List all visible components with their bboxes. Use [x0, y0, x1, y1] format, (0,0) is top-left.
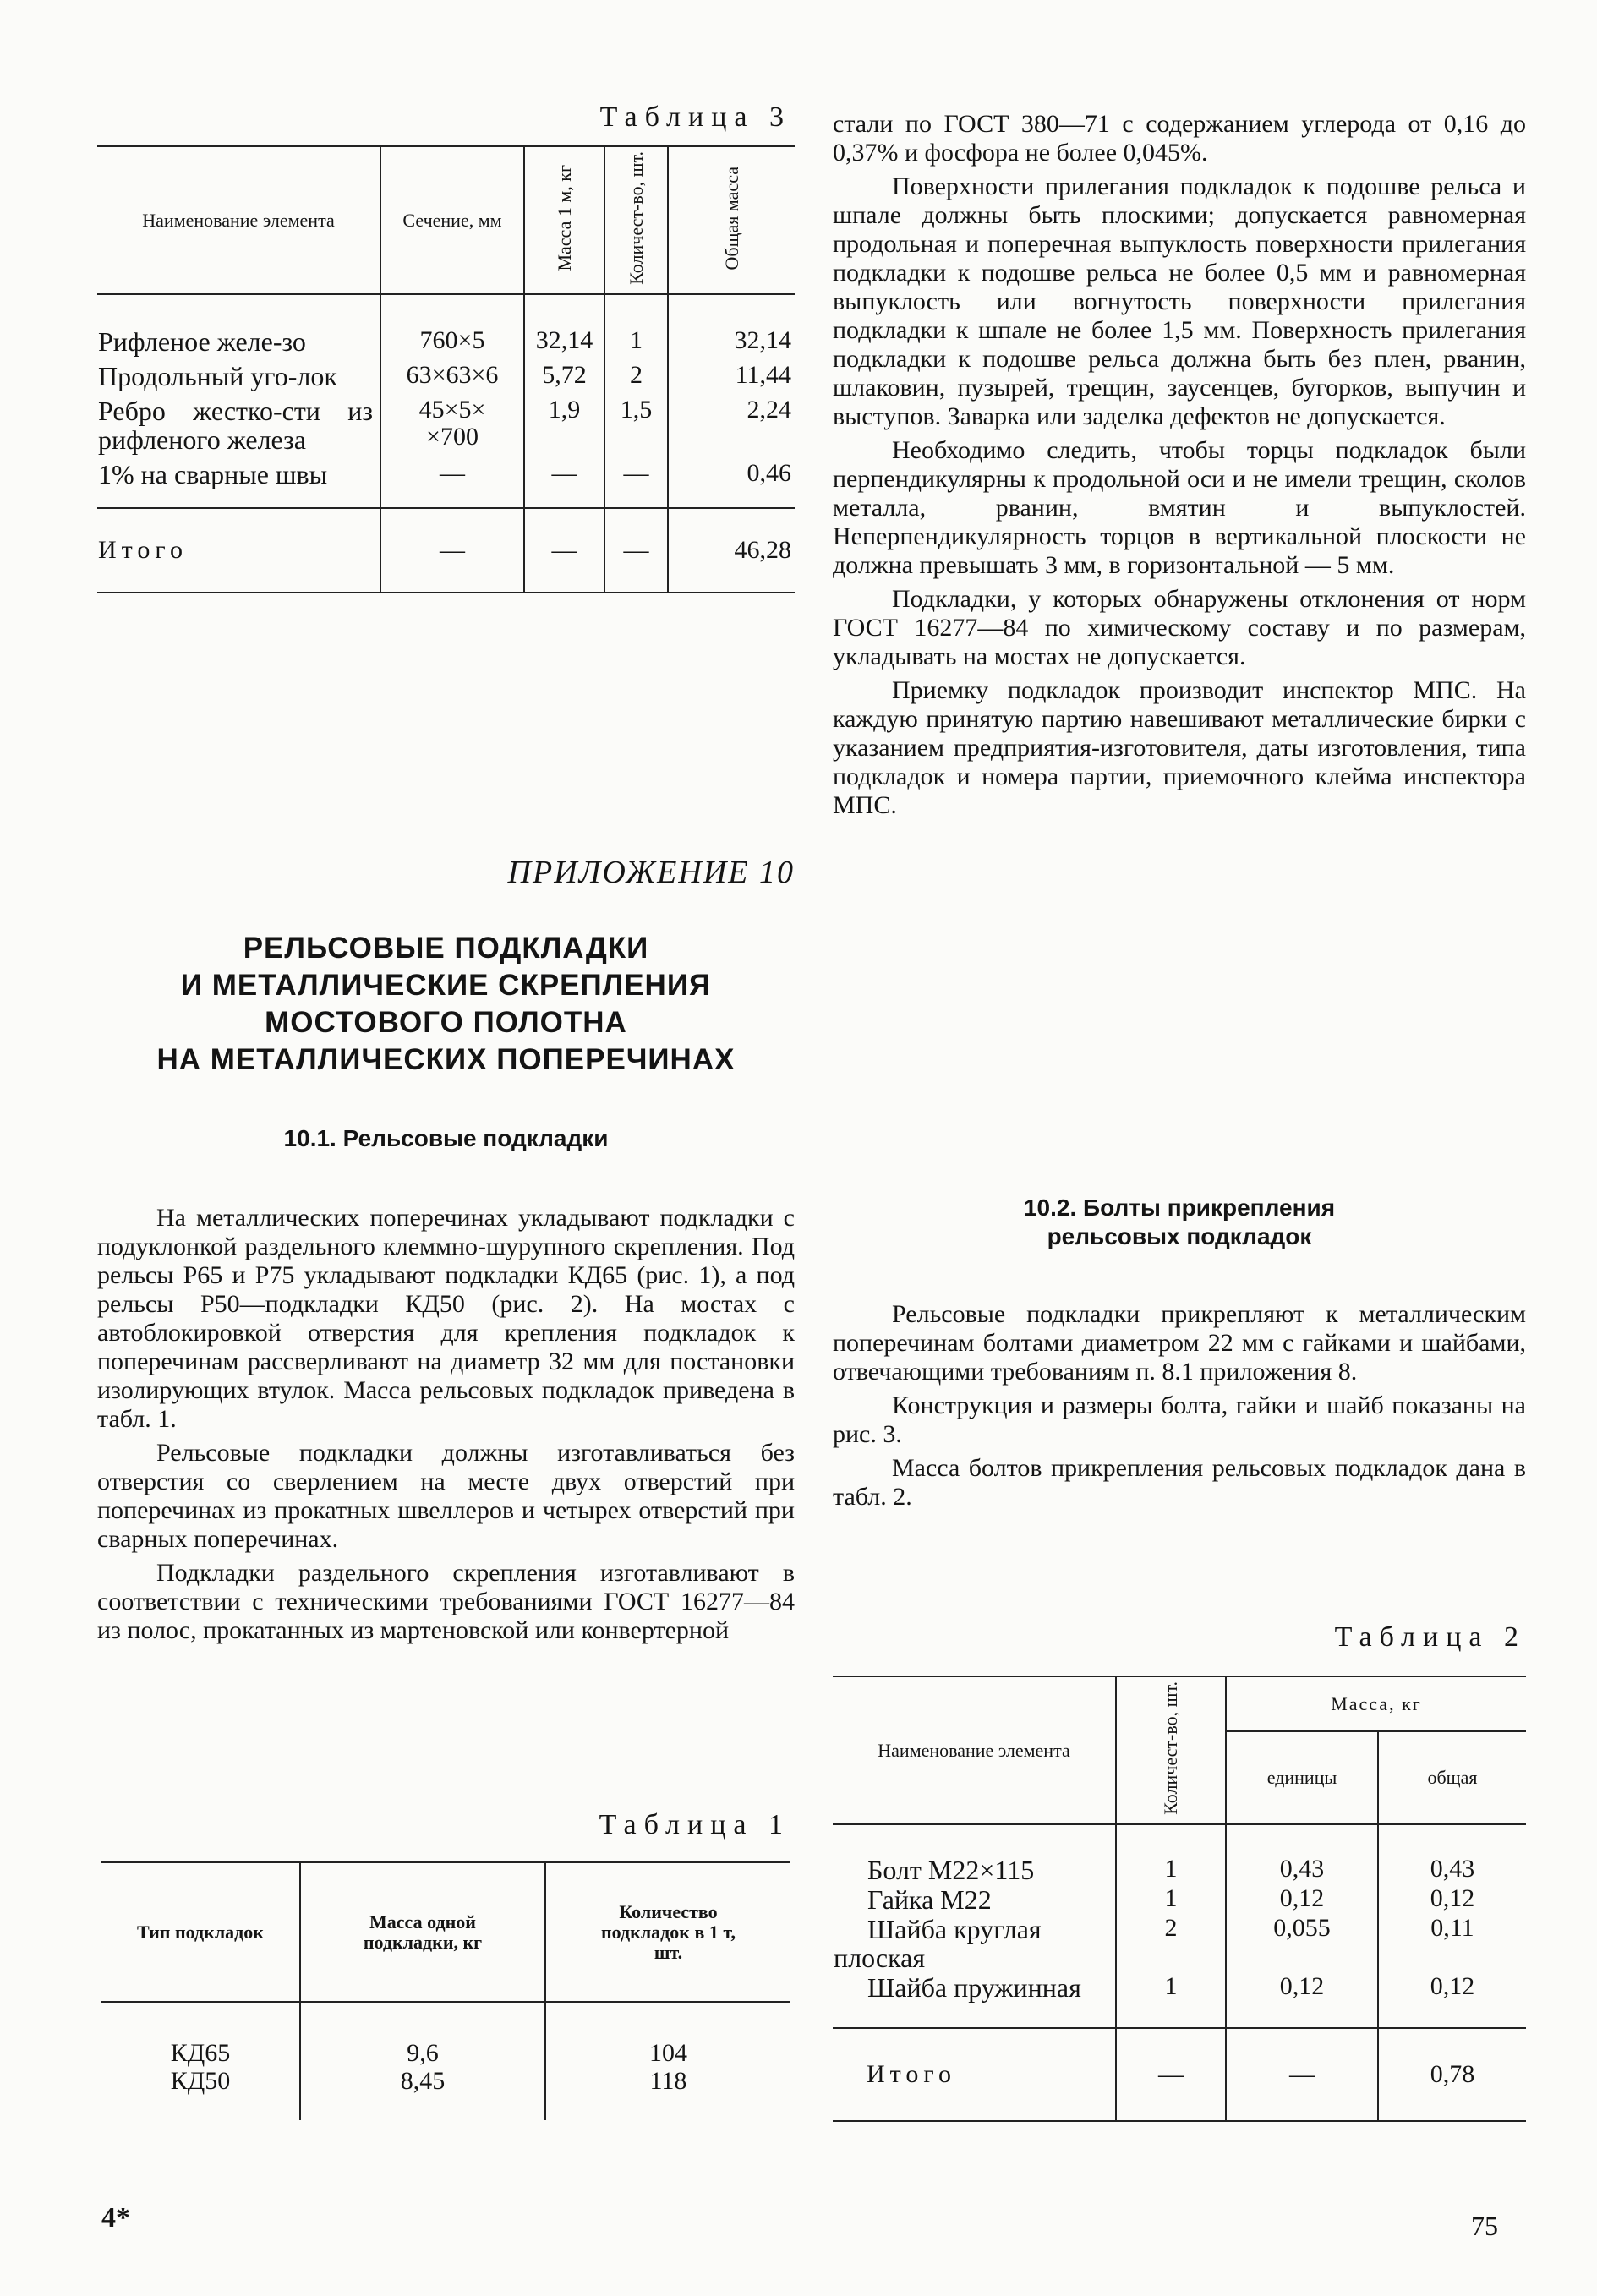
paragraph: На металлических поперечинах укладывают подкладки с подуклонкой раздельного клеммно-шурупного скрепления. Под рельсы Р65 и Р75 укладывают подкладки КД65 (рис. 1), а под рельсы Р50—подкладки КД50 (рис. 2). На мостах с автоблокировкой отверстия для крепления подкладок к поперечинам рассверливают на диаметр 32 мм для постановки изолирующих втулок. Масса рельсовых подкладок приведена в табл. 1. — [97, 1204, 795, 1433]
table-row — [97, 455, 795, 508]
appendix-label: ПРИЛОЖЕНИЕ 10 — [507, 855, 795, 890]
table3-header-mass-per-m: Масса 1 м, кг — [553, 165, 575, 271]
paragraph: Поверхности прилегания подкладок к подошве рельса и шпале должны быть плоскими; допускается равномерная продольная и поперечная выпуклость поверхности прилегания подкладки к подошве рельса не более 0,5 мм и равномерная выпуклость или вогнутость поверхности прилегания подкладки к шпале не более 1,5 мм. Поверхность прилегания подкладки к подошве рельса должна быть без плен, рванин, шлаковин, пузырей, трещин, заусенцев, бугорков, выпучин и выступов. Заварка или заделка дефектов не допускается. — [833, 172, 1526, 430]
table2-cell-name: Болт М22×115 — [867, 1855, 1035, 1885]
section-10-2-title-line: 10.2. Болты прикрепления — [1023, 1194, 1336, 1221]
table3-cell-section: 760×5 — [380, 294, 524, 357]
signature-mark: 4* — [101, 2202, 130, 2233]
table3-cell-qty: 1 — [604, 294, 668, 357]
table3-cell-qty: 1,5 — [604, 391, 668, 455]
table3-header-total-mass: Общая масса — [720, 166, 742, 271]
right-column — [833, 110, 1526, 820]
table2-cell-unit: 0,43 — [1226, 1824, 1378, 1885]
table3-caption: Таблица 3 — [599, 101, 791, 133]
table-row — [101, 2068, 790, 2120]
table2-cell-name: Шайба круглая плоская — [834, 1914, 1042, 1973]
table2-total-unit: — — [1226, 2028, 1378, 2121]
table3-cell-name: Рифленое желе-зо — [98, 326, 306, 357]
section-10-1-title: 10.1. Рельсовые подкладки — [283, 1125, 609, 1151]
table3-cell-name: Продольный уго-лок — [98, 361, 337, 391]
table1-header-count: Количество подкладок в 1 т, шт. — [545, 1862, 790, 2002]
table3-cell-name: Ребро жестко-сти из рифленого железа — [98, 396, 373, 455]
table3 — [97, 145, 795, 593]
section-10-2-title-line: рельсовых подкладок — [1047, 1223, 1312, 1249]
table1-cell-type: КД65 — [170, 2039, 231, 2067]
table3-total-mass-per-m: — — [524, 508, 604, 593]
table2-cell-unit: 0,055 — [1226, 1915, 1378, 1973]
table2-cell-qty: 1 — [1116, 1973, 1226, 2028]
table-row — [833, 1824, 1526, 1885]
table2-cell-unit: 0,12 — [1226, 1885, 1378, 1915]
paragraph: Конструкция и размеры болта, гайки и шайб показаны на рис. 3. — [833, 1391, 1526, 1448]
table3-cell-section: — — [380, 455, 524, 508]
table3-total-label: Итого — [98, 536, 188, 564]
table2-body — [833, 1824, 1526, 2028]
table2-header-qty: Количест-во, шт. — [1160, 1681, 1181, 1815]
table3-cell-section: 63×63×6 — [380, 357, 524, 391]
table3-cell-qty: — — [604, 455, 668, 508]
table-row — [833, 1885, 1526, 1915]
table1-header-type: Тип подкладок — [137, 1921, 264, 1943]
table2-header-unit: единицы — [1226, 1731, 1378, 1824]
table2-total-label: Итого — [867, 2060, 956, 2088]
appendix-title-line: МОСТОВОГО ПОЛОТНА — [265, 1006, 627, 1039]
table1-caption: Таблица 1 — [599, 1809, 790, 1840]
appendix-title-line: НА МЕТАЛЛИЧЕСКИХ ПОПЕРЕЧИНАХ — [156, 1043, 736, 1076]
table2-cell-unit: 0,12 — [1226, 1973, 1378, 2028]
table1-block — [101, 1809, 790, 2120]
appendix-title-line: РЕЛЬСОВЫЕ ПОДКЛАДКИ — [243, 932, 649, 965]
table2-cell-name: Гайка М22 — [867, 1884, 992, 1915]
paragraph: Масса болтов прикрепления рельсовых подкладок дана в табл. 2. — [833, 1454, 1526, 1511]
table1-cell-count: 104 — [545, 2002, 790, 2068]
table2-block — [833, 1621, 1526, 2122]
table2-cell-total: 0,11 — [1378, 1915, 1526, 1973]
table-row — [97, 357, 795, 391]
table3-total-section: — — [380, 508, 524, 593]
paragraph: Подкладки раздельного скрепления изготавливают в соответствии с техническими требованиями ГОСТ 16277—84 из полос, прокатанных из мартеновской или конвертерной — [97, 1559, 795, 1644]
table1 — [101, 1861, 790, 2120]
table2-total-qty: — — [1116, 2028, 1226, 2121]
left-column — [97, 101, 795, 593]
table3-total-mass: 46,28 — [668, 508, 795, 593]
table3-cell-section: 45×5× ×700 — [380, 391, 524, 455]
table2-cell-qty: 1 — [1116, 1824, 1226, 1885]
table2-cell-name: Шайба пружинная — [867, 1972, 1081, 2003]
table3-cell-mass-per-m: 1,9 — [524, 391, 604, 455]
section-10-1 — [97, 1124, 795, 1645]
table2-cell-total: 0,12 — [1378, 1973, 1526, 2028]
table3-cell-mass-per-m: — — [524, 455, 604, 508]
table1-body — [101, 2002, 790, 2120]
appendix-title-line: И МЕТАЛЛИЧЕСКИЕ СКРЕПЛЕНИЯ — [180, 969, 712, 1002]
table2-header-total: общая — [1378, 1731, 1526, 1824]
table3-header-qty: Количест-во, шт. — [625, 151, 647, 285]
table-row — [97, 391, 795, 455]
paragraph: Подкладки, у которых обнаружены отклонения от норм ГОСТ 16277—84 по химическому составу и по размерам, укладывать на мостах не допускается. — [833, 585, 1526, 670]
table2-cell-qty: 1 — [1116, 1885, 1226, 1915]
table1-header-mass: Масса одной подкладки, кг — [300, 1862, 545, 2002]
paragraph: Рельсовые подкладки должны изготавливаться без отверстия со сверлением на месте двух отверстий при поперечинах из прокатных швеллеров и четырех отверстий при сварных поперечинах. — [97, 1439, 795, 1553]
paragraph: Рельсовые подкладки прикрепляют к металлическим поперечинам болтами диаметром 22 мм с гайками и шайбами, отвечающими требованиям п. 8.1 приложения 8. — [833, 1300, 1526, 1386]
table3-cell-mass-per-m: 5,72 — [524, 357, 604, 391]
page-number: 75 — [1471, 2211, 1498, 2241]
table-row — [97, 294, 795, 357]
table-row — [101, 2002, 790, 2068]
table3-cell-total-mass: 32,14 — [668, 294, 795, 357]
table3-cell-total-mass: 0,46 — [668, 455, 795, 508]
table2-cell-qty: 2 — [1116, 1915, 1226, 1973]
table1-cell-type: КД50 — [170, 2067, 231, 2095]
table3-cell-mass-per-m: 32,14 — [524, 294, 604, 357]
paragraph: Приемку подкладок производит инспектор МПС. На каждую принятую партию навешивают металлические бирки с указанием предприятия-изготовителя, даты изготовления, типа подкладок и номера партии, приемочного клейма инспектора МПС. — [833, 676, 1526, 819]
table3-header-section: Сечение, мм — [380, 146, 524, 294]
table-row — [833, 1973, 1526, 2028]
table3-total-qty: — — [604, 508, 668, 593]
table3-header-name: Наименование элемента — [142, 209, 335, 231]
table1-cell-count: 118 — [545, 2068, 790, 2120]
table2-header-mass: Масса, кг — [1226, 1676, 1526, 1731]
section-10-2 — [833, 1194, 1526, 1512]
table2-total-mass: 0,78 — [1378, 2028, 1526, 2121]
table1-cell-mass: 8,45 — [300, 2068, 545, 2120]
paragraph: стали по ГОСТ 380—71 с содержанием углерода от 0,16 до 0,37% и фосфора не более 0,045%. — [833, 110, 1526, 167]
table3-cell-name: 1% на сварные швы — [98, 459, 328, 489]
table3-cell-qty: 2 — [604, 357, 668, 391]
table3-cell-total-mass: 2,24 — [668, 391, 795, 455]
paragraph: Необходимо следить, чтобы торцы подкладок были перпендикулярны к продольной оси и не имели трещин, сколов металла, рванин, вмятин и выпуклостей. Неперпендикулярность торцов в вертикальной плоскости не должна превышать 3 мм, в горизонтальной — 5 мм. — [833, 436, 1526, 579]
table2-cell-total: 0,43 — [1378, 1824, 1526, 1885]
table1-cell-mass: 9,6 — [300, 2002, 545, 2068]
table2-cell-total: 0,12 — [1378, 1885, 1526, 1915]
table3-cell-total-mass: 11,44 — [668, 357, 795, 391]
table2-caption: Таблица 2 — [1334, 1621, 1526, 1653]
table3-body — [97, 294, 795, 508]
table2-header-name: Наименование элемента — [878, 1739, 1070, 1761]
appendix-title — [97, 930, 795, 1079]
table-row — [833, 1915, 1526, 1973]
table2 — [833, 1676, 1526, 2122]
section-10-2-title — [833, 1194, 1526, 1251]
